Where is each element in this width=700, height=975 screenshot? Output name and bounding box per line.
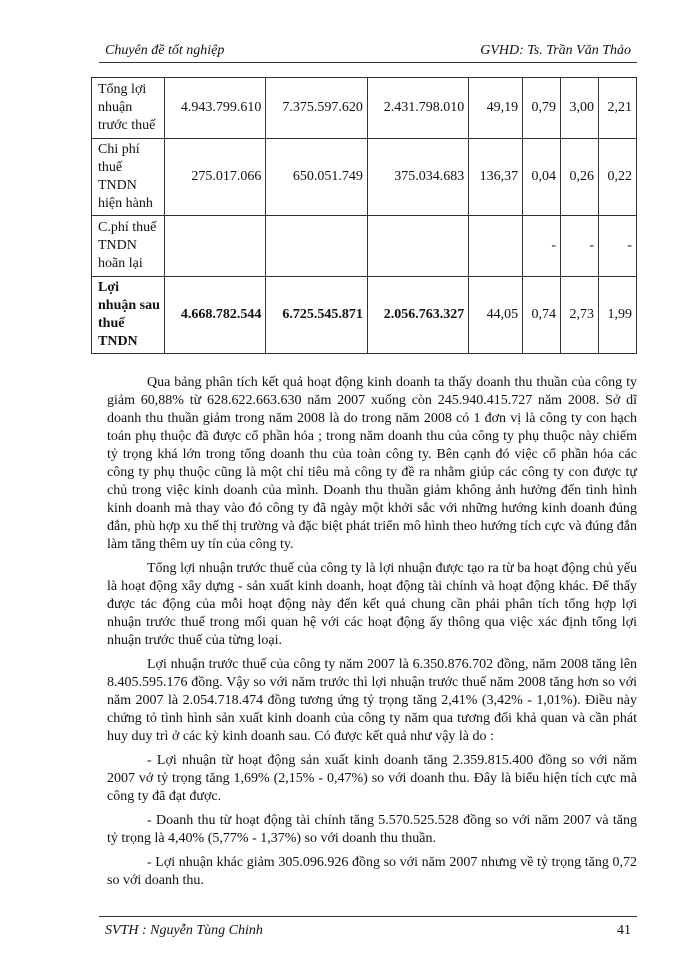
table-cell: 1,99 [599,277,637,354]
paragraph: Qua bảng phân tích kết quả hoạt động kinh doanh ta thấy doanh thu thuần của công ty giảm 60,88% từ 628.622.663.630 năm 2007 xuống còn 245.940.415.727 năm 2008. Sở dĩ doanh thu thuần giảm trong năm 2008 là do trong năm 2008 có 1 đơn vị là công ty con hạch toán phụ thuộc đã được cổ phần hóa ; trong năm doanh thu của công ty phụ thuộc này chiếm tỷ trọng khá lớn trong tổng doanh thu của toàn công ty. Bên cạnh đó việc cổ phần hóa các công ty phụ thuộc cũng là một chỉ tiêu mà công ty đề ra nhằm giúp các công ty con được tự chủ trong việc kinh doanh của mình. Doanh thu thuần giảm không ảnh hưởng đến tình hình kinh doanh mà thay vào đó công ty đã ngày một khởi sắc với những hướng kinh doanh đúng đắn, phù hợp xu thế thị trường và đặc biệt phát triển mô hình theo hướng tích cực và đúng đắn làm tăng thêm uy tín của công ty. [107,375,637,552]
table-cell: 4.943.799.610 [165,78,266,139]
table-row [92,139,637,216]
table-cell [165,216,266,277]
paragraph: - Lợi nhuận từ hoạt động sản xuất kinh doanh tăng 2.359.815.400 đồng so với năm 2007 vớ tỷ trọng tăng 1,69% (2,15% - 0,47%) so với doanh thu. Đây là biểu hiện tích cực mà công ty đã đạt được. [107,753,637,804]
row-label: C.phí thuế TNDN hoãn lại [92,216,165,277]
header-advisor: GVHD: Ts. Trần Văn Thảo [480,43,631,58]
page-number: 41 [617,923,631,938]
paragraph: Lợi nhuận trước thuế của công ty năm 2007 là 6.350.876.702 đồng, năm 2008 tăng lên 8.405.595.176 đồng. Vậy so với năm trước thì lợi nhuận trước thuế năm 2008 tăng hơn so với năm 2007 là 2.054.718.474 đồng tương ứng tỷ trọng tăng 2,41% (3,42% - 1,01%). Điều này chứng tỏ tình hình sản xuất kinh doanh của công ty năm qua tương đối khả quan và cần phát huy duy trì ở các kỳ kinh doanh sau. Có được kết quả như vậy là do : [107,657,637,744]
table-cell: 7.375.597.620 [266,78,367,139]
row-label: Lợi nhuận sau thuế TNDN [92,277,165,354]
table-row [92,277,637,354]
spacer [91,896,637,916]
table-cell [266,216,367,277]
table-cell: 4.668.782.544 [165,277,266,354]
paragraph: - Lợi nhuận khác giảm 305.096.926 đồng so với năm 2007 nhưng về tỷ trọng tăng 0,72 so với doanh thu. [107,855,637,888]
footer-author: SVTH : Nguyễn Tùng Chinh [105,923,263,938]
profit-table [91,77,637,354]
table-cell: 2.431.798.010 [367,78,468,139]
table-cell: 650.051.749 [266,139,367,216]
header-title: Chuyên đề tốt nghiệp [105,43,225,58]
table-row [92,78,637,139]
table-cell: 0,04 [523,139,561,216]
table-cell: 2.056.763.327 [367,277,468,354]
page-header [99,42,637,63]
table-cell [367,216,468,277]
table-cell: 375.034.683 [367,139,468,216]
table-cell: 0,74 [523,277,561,354]
table-cell: 0,22 [599,139,637,216]
table-cell: 44,05 [469,277,523,354]
table-cell: - [599,216,637,277]
table-cell: 0,26 [561,139,599,216]
table-cell: 2,21 [599,78,637,139]
paragraph: Tổng lợi nhuận trước thuế của công ty là lợi nhuận được tạo ra từ ba hoạt động chủ yếu là hoạt động xây dựng - sản xuất kinh doanh, hoạt động tài chính và hoạt động khác. Để thấy được tác động của mỗi hoạt động này đến kết quả chung cần phải phân tích tổng hợp lợi nhuận trước thuế trong mối quan hệ với các hoạt động ấy thông qua việc xác định tổng lợi nhuận trước thuế của từng loại. [107,561,637,648]
table-cell: 0,79 [523,78,561,139]
table-cell: 6.725.545.871 [266,277,367,354]
paragraph: - Doanh thu từ hoạt động tài chính tăng 5.570.525.528 đồng so với năm 2007 và tăng tỷ trọng là 4,40% (5,77% - 1,37%) so với doanh thu thuần. [107,813,637,846]
row-label: Chi phí thuế TNDN hiện hành [92,139,165,216]
body-text [107,374,637,896]
table-cell: 136,37 [469,139,523,216]
table-row [92,216,637,277]
table-cell: 3,00 [561,78,599,139]
table-cell [469,216,523,277]
table-cell: 49,19 [469,78,523,139]
table-cell: 2,73 [561,277,599,354]
table-cell: - [523,216,561,277]
page-footer [99,916,637,945]
table-cell: - [561,216,599,277]
row-label: Tổng lợi nhuận trước thuế [92,78,165,139]
table-cell: 275.017.066 [165,139,266,216]
